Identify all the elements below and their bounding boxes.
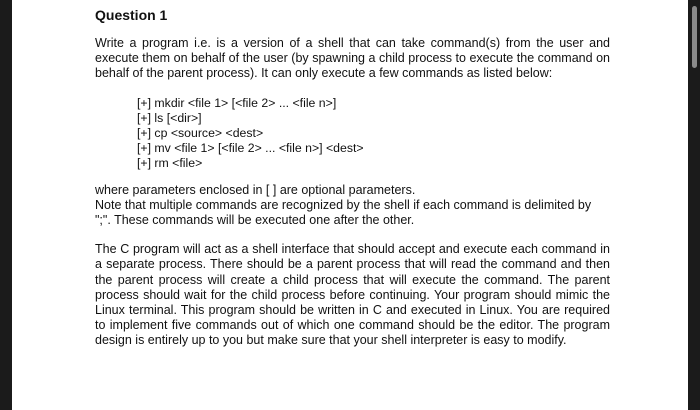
document-page: [95, 6, 610, 349]
delimiter-note: Note that multiple commands are recognized by the shell if each command is delimited by ";". These commands will be executed one after the other.: [95, 197, 592, 228]
command-mv: [+] mv <file 1> [<file 2> ... <file n>] <dest>: [137, 140, 364, 155]
left-window-edge: [0, 0, 12, 410]
intro-paragraph: Write a program i.e. is a version of a shell that can take command(s) from the user and execute them on behalf of the user (by spawning a child process to execute the command on behalf of the parent process). It can only execute a few commands as listed below:: [95, 36, 610, 81]
notes-block: [95, 183, 610, 229]
command-cp: [+] cp <source> <dest>: [137, 125, 264, 140]
optional-params-note: where parameters enclosed in [ ] are optional parameters.: [95, 182, 416, 197]
scrollbar-thumb[interactable]: [692, 6, 697, 68]
command-rm: [+] rm <file>: [137, 155, 203, 170]
command-ls: [+] ls [<dir>]: [137, 110, 202, 125]
question-title: Question 1: [95, 7, 168, 23]
command-list: [95, 96, 610, 171]
description-paragraph: The C program will act as a shell interface that should accept and execute each command in a separate process. There should be a parent process that will read the command and then the parent process will create a child process that will execute the command. The parent process should wait for the child process before continuing. Your program should mimic the Linux terminal. This program should be written in C and executed in Linux. You are required to implement five commands out of which one command should be the editor. The program design is entirely up to you but make sure that your shell interpreter is easy to modify.: [95, 242, 610, 348]
command-mkdir: [+] mkdir <file 1> [<file 2> ... <file n>]: [137, 95, 337, 110]
right-scrollbar-track[interactable]: [688, 0, 700, 410]
